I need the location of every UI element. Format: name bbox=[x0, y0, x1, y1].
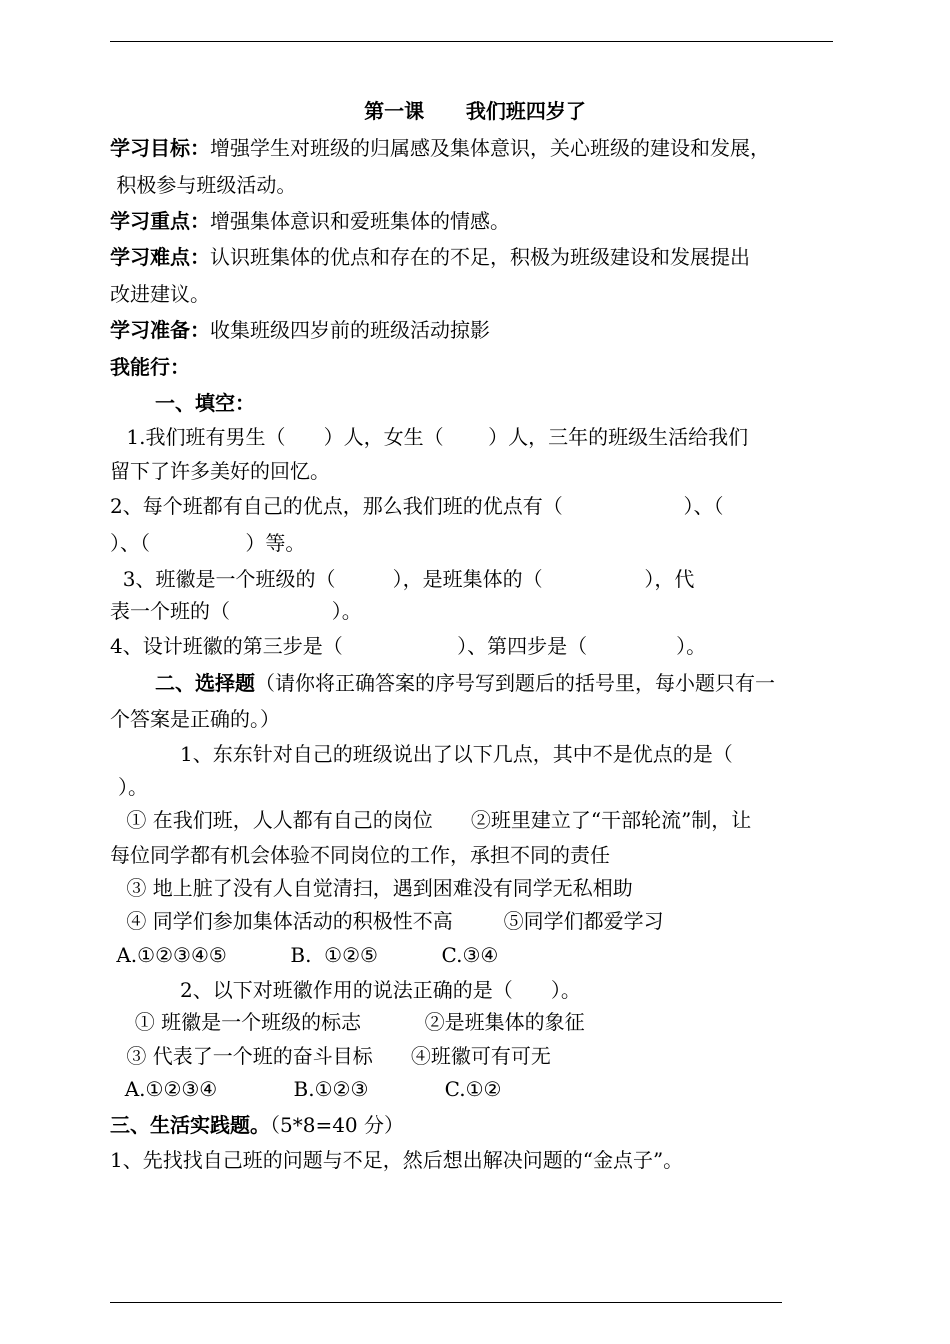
choice-q1-option-2-cont: 每位同学都有机会体验不同岗位的工作，承担不同的责任 bbox=[110, 843, 610, 867]
fill-q2-cont: ）、（ ）等。 bbox=[110, 531, 306, 555]
fill-q3: 3、班徽是一个班级的（ ），是班集体的（ ），代 bbox=[110, 567, 695, 591]
section2-heading-label: 二、选择题 bbox=[155, 671, 255, 695]
bottom-rule bbox=[110, 1302, 782, 1303]
choice-q1-option-3: ③ 地上脏了没有人自觉清扫，遇到困难没有同学无私相助 bbox=[120, 876, 633, 900]
study-goal-text: 增强学生对班级的归属感及集体意识，关心班级的建设和发展， bbox=[210, 136, 770, 160]
study-key-text: 增强集体意识和爱班集体的情感。 bbox=[210, 209, 510, 233]
section1-heading: 一、填空： bbox=[155, 391, 255, 415]
practice-q1: 1、先找找自己班的问题与不足，然后想出解决问题的“金点子”。 bbox=[110, 1148, 684, 1172]
study-prep-label: 学习准备： bbox=[110, 318, 210, 342]
study-goal bbox=[110, 134, 770, 162]
section2-heading bbox=[155, 669, 775, 697]
fill-q1: 1.我们班有男生（ ）人，女生（ ）人，三年的班级生活给我们 bbox=[120, 425, 749, 449]
fill-q3-cont: 表一个班的（ ）。 bbox=[110, 599, 362, 623]
choice-q2-option-2: ③ 代表了一个班的奋斗目标 ④班徽可有可无 bbox=[120, 1044, 551, 1068]
section3-score: （5*8=40 分） bbox=[270, 1113, 405, 1137]
choice-q1-answers: A.①②③④⑤ B. ①②⑤ C.③④ bbox=[110, 943, 499, 967]
choice-q1-option-1: ① 在我们班，人人都有自己的岗位 ②班里建立了“干部轮流”制，让 bbox=[120, 808, 752, 832]
study-goal-label: 学习目标： bbox=[110, 136, 210, 160]
study-difficulty-label: 学习难点： bbox=[110, 245, 210, 269]
choice-q1-option-4: ④ 同学们参加集体活动的积极性不高 ⑤同学们都爱学习 bbox=[120, 909, 664, 933]
section3-heading-label: 三、生活实践题。 bbox=[110, 1113, 270, 1137]
choice-q2: 2、以下对班徽作用的说法正确的是（ ）。 bbox=[180, 978, 581, 1002]
choice-q1-cont: ）。 bbox=[118, 775, 148, 799]
study-difficulty-cont: 改进建议。 bbox=[110, 282, 210, 306]
study-key bbox=[110, 207, 510, 235]
section2-note: （请你将正确答案的序号写到题后的括号里，每小题只有一 bbox=[255, 671, 775, 695]
choice-q2-answers: A.①②③④ B.①②③ C.①② bbox=[112, 1077, 502, 1101]
fill-q4: 4、设计班徽的第三步是（ ）、第四步是（ ）。 bbox=[110, 634, 707, 658]
study-key-label: 学习重点： bbox=[110, 209, 210, 233]
can-do-heading: 我能行： bbox=[110, 355, 190, 379]
top-rule bbox=[110, 41, 833, 42]
section2-note-cont: 个答案是正确的。） bbox=[110, 707, 280, 731]
fill-q1-cont: 留下了许多美好的回忆。 bbox=[110, 459, 330, 483]
choice-q1: 1、东东针对自己的班级说出了以下几点，其中不是优点的是（ bbox=[180, 742, 733, 766]
choice-q2-option-1: ① 班徽是一个班级的标志 ②是班集体的象征 bbox=[122, 1010, 585, 1034]
fill-q2: 2、每个班都有自己的优点，那么我们班的优点有（ ）、（ bbox=[110, 494, 724, 518]
study-difficulty bbox=[110, 243, 750, 271]
study-prep-text: 收集班级四岁前的班级活动掠影 bbox=[210, 318, 490, 342]
study-prep bbox=[110, 316, 490, 344]
study-goal-cont: 积极参与班级活动。 bbox=[110, 173, 297, 197]
section3-heading bbox=[110, 1111, 404, 1139]
study-difficulty-text: 认识班集体的优点和存在的不足，积极为班级建设和发展提出 bbox=[210, 245, 750, 269]
page-title: 第一课 我们班四岁了 bbox=[364, 99, 586, 123]
